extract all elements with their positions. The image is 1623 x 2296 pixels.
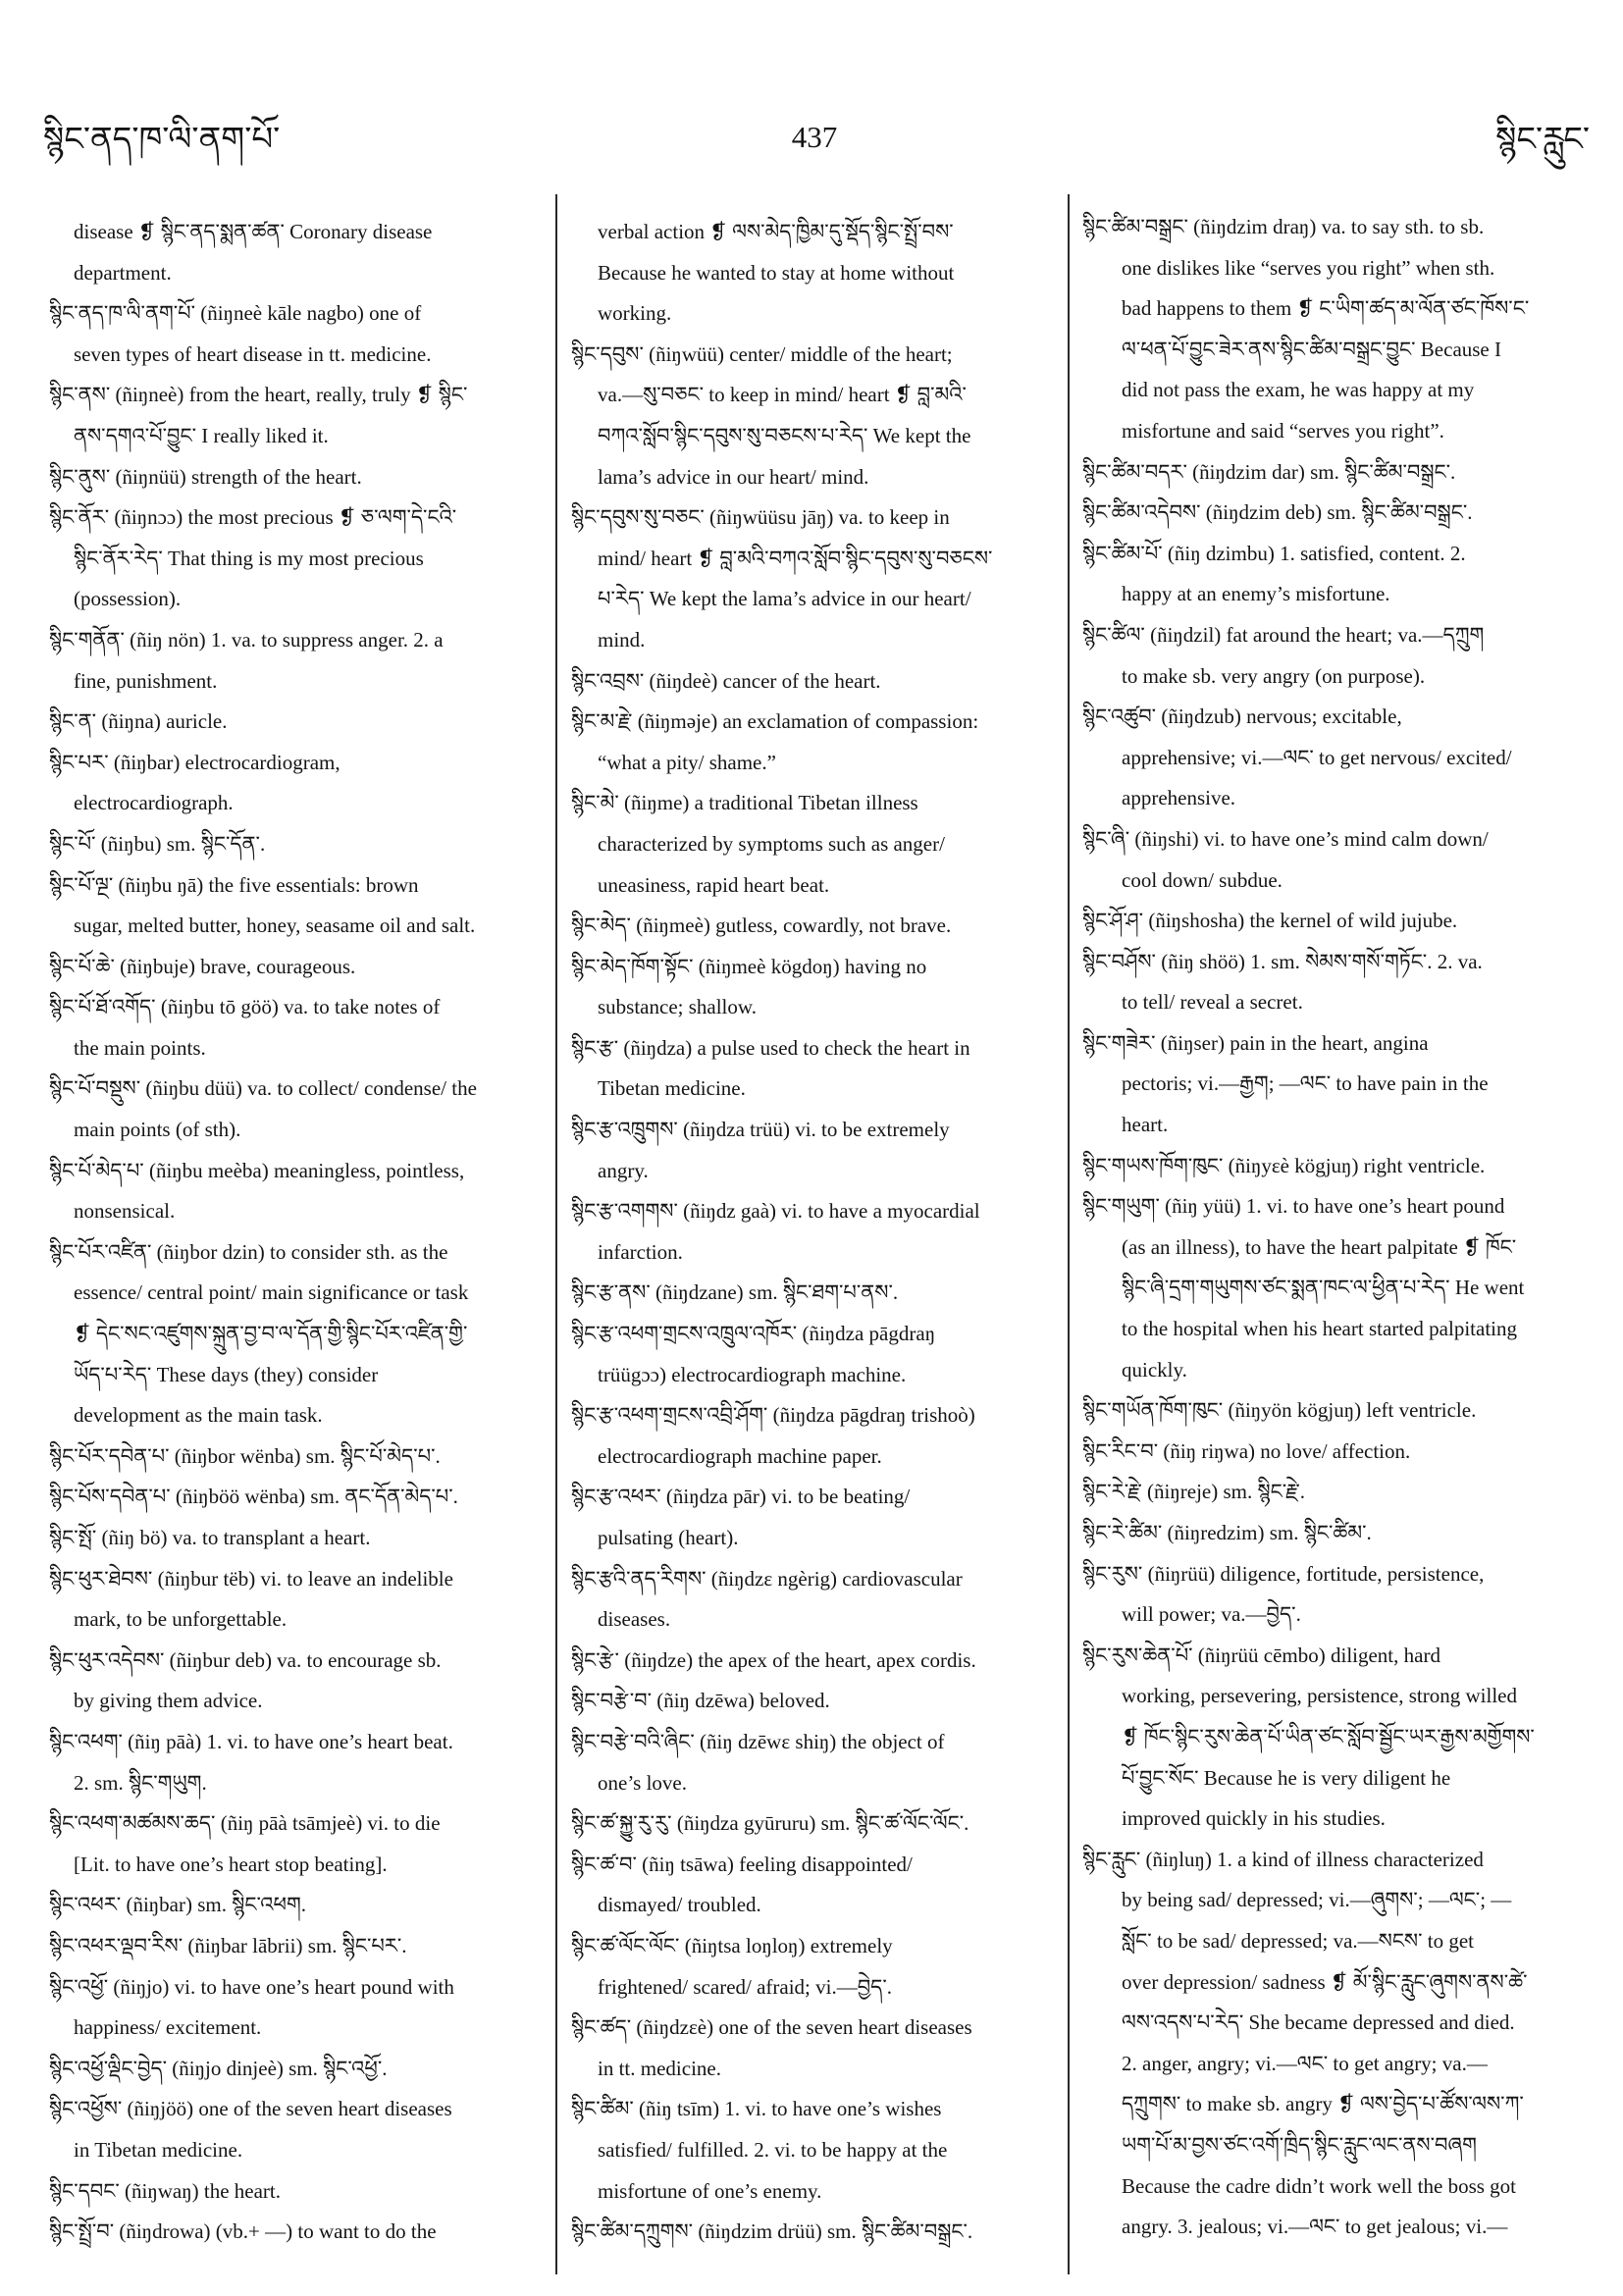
entry-headword-line: སྙིང་པོས་དབེན་པ་ (ñiŋböö wënba) sm. ནང་དོན་མེད་པ་. bbox=[49, 1485, 458, 1509]
entry-headword-line: སྙིང་དབང་ (ñiŋwaŋ) the heart. bbox=[49, 2178, 282, 2203]
entry-continuation-line: diseases. bbox=[598, 1607, 671, 1632]
entry-headword-line: སྙིང་ཚིམ་འདེབས་ (ñiŋdzim deb) sm. སྙིང་ཚིམ་བསྒྲང་. bbox=[1082, 500, 1473, 525]
entry-continuation-line: by giving them advice. bbox=[74, 1689, 263, 1713]
entry-headword-line: སྙིང་ཚིམ་ (ñiŋ tsīm) 1. vi. to have one’s wishes bbox=[571, 2097, 942, 2121]
entry-headword-line: སྙིང་ཞི་ (ñiŋshi) vi. to have one’s mind calm down/ bbox=[1082, 826, 1489, 851]
entry-continuation-line: in tt. medicine. bbox=[598, 2056, 721, 2080]
entry-continuation-line: misfortune of one’s enemy. bbox=[598, 2178, 822, 2203]
entry-headword-line: སྙིང་པོ་ཆེ་ (ñiŋbuje) brave, courageous. bbox=[49, 954, 356, 978]
entry-continuation-line: ❡ དེང་སང་འཛུགས་སྐྲུན་བྱ་བ་ལ་དོན་གྱི་སྙིང་པོར་འཛིན་གྱི་ bbox=[74, 1322, 468, 1346]
dictionary-column-2 bbox=[571, 212, 1062, 2253]
entry-headword-line: སྙིང་རྩེ་ (ñiŋdze) the apex of the heart, apex cordis. bbox=[571, 1647, 976, 1672]
entry-continuation-line: satisfied/ fulfilled. 2. vi. to be happy at the bbox=[598, 2137, 948, 2162]
entry-continuation-line: bad happens to them ❡ ང་ཡིག་ཚད་མ་ལོན་ཙང་ཁོས་ང་ bbox=[1122, 296, 1530, 321]
entry-headword-line: སྙིང་རླུང་ (ñiŋluŋ) 1. a kind of illness characterized bbox=[1082, 1847, 1484, 1871]
entry-headword-line: སྙིང་རིང་བ་ (ñiŋ riŋwa) no love/ affection. bbox=[1082, 1438, 1411, 1463]
entry-headword-line: སྙིང་རུས་ཆེན་པོ་ (ñiŋrüü cēmbo) diligent, hard bbox=[1082, 1643, 1440, 1667]
entry-continuation-line: Because the cadre didn’t work well the boss got bbox=[1122, 2173, 1517, 2198]
entry-headword-line: སྙིང་རྩ་འཕར་ (ñiŋdza pār) vi. to be beating/ bbox=[571, 1485, 911, 1509]
entry-headword-line: སྙིང་ཚིལ་ (ñiŋdzil) fat around the heart; va.—དཀྲུག bbox=[1082, 622, 1485, 647]
entry-headword-line: སྙིང་པོར་དབེན་པ་ (ñiŋbor wënba) sm. སྙིང་པོ་མེད་པ་. bbox=[49, 1443, 441, 1468]
entry-continuation-line: ཡག་པོ་མ་བྱས་ཙང་འགོ་ཁྲིད་སྙིང་རླུང་ལང་ནས་བཞག bbox=[1122, 2132, 1477, 2157]
entry-continuation-line: infarction. bbox=[598, 1239, 683, 1264]
entry-headword-line: སྙིང་ཚིམ་བདར་ (ñiŋdzim dar) sm. སྙིང་ཚིམ་བསྒྲང་. bbox=[1082, 459, 1456, 484]
entry-headword-line: སྙིང་མ་རྗེ་ (ñiŋməje) an exclamation of compassion: bbox=[571, 709, 979, 734]
entry-continuation-line: ❡ ཁོང་སྙིང་རུས་ཆེན་པོ་ཡིན་ཙང་སློབ་སྦྱོང་ཡར་རྒྱས་མགྱོགས་ bbox=[1122, 1724, 1535, 1748]
entry-continuation-line: to tell/ reveal a secret. bbox=[1122, 990, 1303, 1015]
entry-continuation-line: angry. bbox=[598, 1158, 649, 1182]
entry-continuation-line: ནས་དགའ་པོ་བྱུང་ I really liked it. bbox=[74, 423, 329, 447]
entry-headword-line: སྙིང་གཟེར་ (ñiŋser) pain in the heart, angina bbox=[1082, 1030, 1429, 1055]
entry-headword-line: སྙིང་གཡུག་ (ñiŋ yüü) 1. vi. to have one’s heart pound bbox=[1082, 1194, 1505, 1219]
entry-continuation-line: བཀའ་སློབ་སྙིང་དབུས་སུ་བཅངས་པ་རེད་ We kept the bbox=[598, 423, 971, 447]
entry-continuation-line: mind/ heart ❡ བླ་མའི་བཀའ་སློབ་སྙིང་དབུས་སུ་བཅངས་ bbox=[598, 546, 993, 570]
entry-continuation-line: frightened/ scared/ afraid; vi.—བྱེད་. bbox=[598, 1974, 893, 1999]
entry-headword-line: སྙིང་ནུས་ (ñiŋnüü) strength of the heart. bbox=[49, 464, 362, 489]
entry-continuation-line: will power; va.—བྱེད་. bbox=[1122, 1602, 1301, 1627]
entry-headword-line: སྙིང་རེ་ཚིམ་ (ñiŋredzim) sm. སྙིང་ཚིམ་. bbox=[1082, 1521, 1372, 1544]
entry-headword-line: སྙིང་ནས་ (ñiŋneè) from the heart, really, truly ❡ སྙིང་ bbox=[49, 383, 468, 407]
entry-headword-line: སྙིང་འབྲས་ (ñiŋdeè) cancer of the heart. bbox=[571, 668, 881, 693]
entry-headword-line: སྙིང་སྤོ་ (ñiŋ bö) va. to transplant a heart. bbox=[49, 1526, 371, 1549]
entry-headword-line: སྙིང་མེད་ (ñiŋmeè) gutless, cowardly, not brave. bbox=[571, 913, 952, 938]
entry-continuation-line: working. bbox=[598, 301, 672, 326]
entry-continuation-line: development as the main task. bbox=[74, 1403, 323, 1428]
entry-continuation-line: to make sb. very angry (on purpose). bbox=[1122, 663, 1426, 688]
entry-continuation-line: quickly. bbox=[1122, 1357, 1187, 1382]
entry-continuation-line: སྙིང་ཞི་དྲག་གཡུགས་ཙང་སྨན་ཁང་ལ་ཕྱིན་པ་རེད་ He went bbox=[1122, 1276, 1525, 1300]
entry-headword-line: སྙིང་ནོར་ (ñiŋnɔɔ) the most precious ❡ ཅ་ལག་དེ་ངའི་ bbox=[49, 505, 457, 530]
entry-continuation-line: over depression/ sadness ❡ མོ་སྙིང་རླུང་ཞུགས་ནས་ཚེ་ bbox=[1122, 1969, 1528, 1994]
entry-headword-line: སྙིང་གཡས་ཁོག་ཁུང་ (ñiŋyεè kögjuŋ) right ventricle. bbox=[1082, 1153, 1486, 1177]
entry-continuation-line: སློང་ to be sad/ depressed; va.—སངས་ to get bbox=[1122, 1928, 1475, 1953]
entry-continuation-line: happiness/ excitement. bbox=[74, 2015, 262, 2040]
entry-continuation-line: (as an illness), to have the heart palpitate ❡ ཁོང་ bbox=[1122, 1234, 1517, 1259]
entry-continuation-line: the main points. bbox=[74, 1035, 206, 1060]
entry-headword-line: སྙིང་སྤྲོ་བ་ (ñiŋdrowa) (vb.+ —) to want to do the bbox=[49, 2219, 437, 2244]
entry-continuation-line: uneasiness, rapid heart beat. bbox=[598, 872, 830, 897]
entry-headword-line: སྙིང་འཕར་ (ñiŋbar) sm. སྙིང་འཕག. bbox=[49, 1893, 306, 1917]
entry-continuation-line: misfortune and said “serves you right”. bbox=[1122, 418, 1444, 443]
column-divider-1 bbox=[555, 194, 557, 2274]
entry-headword-line: སྙིང་འཕག་ (ñiŋ pāà) 1. vi. to have one’s heart beat. bbox=[49, 1729, 453, 1753]
entry-headword-line: སྙིང་གནོན་ (ñiŋ nön) 1. va. to suppress anger. 2. a bbox=[49, 627, 444, 652]
dictionary-column-1 bbox=[49, 212, 540, 2253]
entry-continuation-line: དཀྲུགས་ to make sb. angry ❡ ལས་བྱེད་པ་ཚོས་ལས་ཀ་ bbox=[1122, 2092, 1524, 2116]
entry-continuation-line: disease ❡ སྙིང་ནད་སྨན་ཚན་ Coronary disease bbox=[74, 220, 433, 243]
entry-continuation-line: to the hospital when his heart started palpitating bbox=[1122, 1317, 1517, 1341]
entry-continuation-line: (possession). bbox=[74, 587, 182, 611]
entry-headword-line: སྙིང་ཚ་བ་ (ñiŋ tsāwa) feeling disappointed/ bbox=[571, 1852, 913, 1876]
entry-headword-line: སྙིང་ཚིམ་དཀྲུགས་ (ñiŋdzim drüü) sm. སྙིང་ཚིམ་བསྒྲང་. bbox=[571, 2219, 973, 2244]
entry-continuation-line: essence/ central point/ main significance or task bbox=[74, 1280, 469, 1305]
entry-continuation-line: 2. anger, angry; vi.—ལང་ to get angry; va.— bbox=[1122, 2051, 1488, 2075]
entry-headword-line: སྙིང་གཡོན་ཁོག་ཁུང་ (ñiŋyön kögjuŋ) left ventricle. bbox=[1082, 1398, 1477, 1423]
entry-continuation-line: “what a pity/ shame.” bbox=[598, 750, 776, 774]
entry-headword-line: སྙིང་འཕག་མཚམས་ཆད་ (ñiŋ pāà tsāmjeè) vi. to die bbox=[49, 1811, 441, 1836]
entry-continuation-line: department. bbox=[74, 260, 172, 285]
entry-headword-line: སྙིང་ཚད་ (ñiŋdzεè) one of the seven heart diseases bbox=[571, 2015, 972, 2040]
entry-continuation-line: Tibetan medicine. bbox=[598, 1076, 746, 1101]
entry-headword-line: སྙིང་འཕྱོ་ (ñiŋjo) vi. to have one’s heart pound with bbox=[49, 1974, 454, 1999]
entry-continuation-line: pulsating (heart). bbox=[598, 1526, 739, 1549]
entry-headword-line: སྙིང་ཚ་སྐྱུ་རུ་རུ་ (ñiŋdza gyūruru) sm. སྙིང་ཚ་ལོང་ལོང་. bbox=[571, 1811, 969, 1836]
entry-headword-line: སྙིང་འཚུབ་ (ñiŋdzub) nervous; excitable, bbox=[1082, 704, 1402, 729]
entry-headword-line: སྙིང་ན་ (ñiŋna) auricle. bbox=[49, 709, 228, 734]
entry-headword-line: སྙིང་རྩ་ནས་ (ñiŋdzane) sm. སྙིང་ཐག་པ་ནས་. bbox=[571, 1280, 899, 1305]
entry-continuation-line: སྙིང་ནོར་རེད་ That thing is my most precious bbox=[74, 546, 424, 570]
entry-headword-line: སྙིང་ནད་ཁ་ལི་ནག་པོ་ (ñiŋneè kāle nagbo) one of bbox=[49, 301, 422, 326]
entry-continuation-line: sugar, melted butter, honey, seasame oil and salt. bbox=[74, 913, 476, 938]
entry-continuation-line: one’s love. bbox=[598, 1770, 687, 1795]
entry-headword-line: སྙིང་རྩ་འཁྲུགས་ (ñiŋdza trüü) vi. to be extremely bbox=[571, 1118, 950, 1142]
entry-continuation-line: characterized by symptoms such as anger/ bbox=[598, 831, 945, 856]
entry-continuation-line: པོ་བྱུང་སོང་ Because he is very diligent he bbox=[1122, 1765, 1451, 1790]
entry-continuation-line: པ་རེད་ We kept the lama’s advice in our heart/ bbox=[598, 587, 971, 611]
entry-headword-line: སྙིང་ཕུར་འདེབས་ (ñiŋbur deb) va. to encourage sb. bbox=[49, 1647, 442, 1672]
entry-headword-line: སྙིང་རྩ་འཕག་གྲངས་འབྲི་ཤོག་ (ñiŋdza pāgdraŋ trishoò) bbox=[571, 1403, 975, 1428]
entry-continuation-line: pectoris; vi.—རྒྱག; —ལང་ to have pain in the bbox=[1122, 1071, 1489, 1096]
entry-headword-line: སྙིང་པོ་ (ñiŋbu) sm. སྙིང་དོན་. bbox=[49, 831, 266, 856]
entry-headword-line: སྙིང་ཕུར་ཐེབས་ (ñiŋbur tëb) vi. to leave an indelible bbox=[49, 1566, 453, 1591]
entry-continuation-line: in Tibetan medicine. bbox=[74, 2137, 243, 2162]
entry-continuation-line: cool down/ subdue. bbox=[1122, 867, 1283, 892]
dictionary-column-3 bbox=[1082, 207, 1593, 2248]
column-divider-2 bbox=[1068, 194, 1070, 2274]
entry-continuation-line: [Lit. to have one’s heart stop beating]. bbox=[74, 1852, 388, 1876]
entry-headword-line: སྙིང་རྩ་འགགས་ (ñiŋdz gaà) vi. to have a myocardial bbox=[571, 1199, 980, 1224]
entry-headword-line: སྙིང་ཚིམ་བསྒྲང་ (ñiŋdzim draŋ) va. to say sth. to sb. bbox=[1082, 215, 1485, 238]
entry-continuation-line: ཡོད་པ་རེད་ These days (they) consider bbox=[74, 1362, 379, 1386]
entry-headword-line: སྙིང་རྩ་ (ñiŋdza) a pulse used to check the heart in bbox=[571, 1035, 970, 1060]
entry-continuation-line: apprehensive; vi.—ལང་ to get nervous/ excited/ bbox=[1122, 745, 1512, 769]
entry-continuation-line: one dislikes like “serves you right” when sth. bbox=[1122, 255, 1495, 280]
entry-headword-line: སྙིང་འཕྱོ་ལྡིང་བྱེད་ (ñiŋjo dinjeè) sm. སྙིང་འཕྱོ་. bbox=[49, 2056, 388, 2080]
entry-continuation-line: 2. sm. སྙིང་གཡུག. bbox=[74, 1770, 207, 1795]
entry-headword-line: སྙིང་འཕྱོས་ (ñiŋjöö) one of the seven heart diseases bbox=[49, 2097, 452, 2121]
entry-headword-line: སྙིང་དབུས་ (ñiŋwüü) center/ middle of the heart; bbox=[571, 341, 953, 366]
entry-continuation-line: seven types of heart disease in tt. medicine. bbox=[74, 341, 432, 366]
entry-continuation-line: trüügɔɔ) electrocardiograph machine. bbox=[598, 1362, 907, 1386]
entry-continuation-line: electrocardiograph machine paper. bbox=[598, 1443, 882, 1468]
entry-headword-line: སྙིང་པར་ (ñiŋbar) electrocardiogram, bbox=[49, 750, 340, 774]
entry-continuation-line: electrocardiograph. bbox=[74, 791, 234, 815]
entry-headword-line: སྙིང་དབུས་སུ་བཅང་ (ñiŋwüüsu jāŋ) va. to keep in bbox=[571, 505, 950, 530]
running-head-right-guide-word: སྙིང་རླུང་ bbox=[1495, 122, 1590, 158]
entry-headword-line: སྙིང་མེད་ཁོག་སྟོང་ (ñiŋmeè kögdoŋ) having no bbox=[571, 954, 927, 978]
entry-headword-line: སྙིང་ཚ་ལོང་ལོང་ (ñiŋtsa loŋloŋ) extremely bbox=[571, 1933, 893, 1957]
entry-headword-line: སྙིང་མེ་ (ñiŋme) a traditional Tibetan illness bbox=[571, 791, 918, 815]
entry-continuation-line: verbal action ❡ ལས་མེད་ཁྱིམ་དུ་སྡོད་སྙིང་སྤྲོ་བས་ bbox=[598, 220, 954, 243]
entry-headword-line: སྙིང་པོ་ལྔ་ (ñiŋbu ŋā) the five essentials: brown bbox=[49, 872, 419, 897]
entry-headword-line: སྙིང་བརྩེ་བ་ (ñiŋ dzēwa) beloved. bbox=[571, 1689, 830, 1713]
entry-continuation-line: fine, punishment. bbox=[74, 668, 218, 693]
entry-continuation-line: heart. bbox=[1122, 1113, 1169, 1137]
entry-continuation-line: ལ་ཕན་པོ་བྱུང་ཟེར་ནས་སྙིང་ཚིམ་བསྒྲང་བྱུང་ Because I bbox=[1122, 337, 1501, 361]
entry-headword-line: སྙིང་པོར་འཛིན་ (ñiŋbor dzin) to consider sth. as the bbox=[49, 1239, 448, 1264]
entry-headword-line: སྙིང་འཕར་ལྡབ་རིས་ (ñiŋbar lābrii) sm. སྙིང་པར་. bbox=[49, 1933, 407, 1957]
entry-headword-line: སྙིང་པོ་མེད་པ་ (ñiŋbu meèba) meaningless, pointless, bbox=[49, 1158, 465, 1182]
entry-headword-line: སྙིང་ཚིམ་པོ་ (ñiŋ dzimbu) 1. satisfied, content. 2. bbox=[1082, 541, 1466, 565]
entry-continuation-line: nonsensical. bbox=[74, 1199, 176, 1224]
entry-continuation-line: by being sad/ depressed; vi.—ཞུགས་; —ལང་; — bbox=[1122, 1888, 1512, 1912]
entry-continuation-line: Because he wanted to stay at home without bbox=[598, 260, 955, 285]
entry-headword-line: སྙིང་ཤོ་ཤ་ (ñiŋshosha) the kernel of wild jujube. bbox=[1082, 909, 1458, 933]
entry-continuation-line: substance; shallow. bbox=[598, 995, 757, 1019]
entry-continuation-line: mind. bbox=[598, 627, 646, 652]
entry-headword-line: སྙིང་རུས་ (ñiŋrüü) diligence, fortitude, persistence, bbox=[1082, 1561, 1485, 1586]
entry-continuation-line: working, persevering, persistence, strong willed bbox=[1122, 1684, 1517, 1708]
entry-continuation-line: dismayed/ troubled. bbox=[598, 1893, 761, 1917]
entry-continuation-line: va.—སུ་བཅང་ to keep in mind/ heart ❡ བླ་མའི་ bbox=[598, 383, 967, 407]
entry-headword-line: སྙིང་བཤོས་ (ñiŋ shöö) 1. sm. སེམས་གསོ་གཏོང་. 2. va. bbox=[1082, 949, 1483, 973]
entry-headword-line: སྙིང་རྩའི་ནད་རིགས་ (ñiŋdzε ngèrig) cardiovascular bbox=[571, 1566, 963, 1591]
entry-headword-line: སྙིང་རེ་རྗེ་ (ñiŋreje) sm. སྙིང་རྗེ་. bbox=[1082, 1480, 1306, 1504]
entry-headword-line: སྙིང་པོ་ཐོ་འགོད་ (ñiŋbu tō göö) va. to take notes of bbox=[49, 995, 441, 1019]
entry-continuation-line: main points (of sth). bbox=[74, 1118, 241, 1142]
page-number: 437 bbox=[791, 120, 838, 154]
entry-headword-line: སྙིང་རྩ་འཕག་གྲངས་འཁྲུལ་འཁོར་ (ñiŋdza pāgdraŋ bbox=[571, 1322, 936, 1346]
entry-continuation-line: apprehensive. bbox=[1122, 786, 1236, 810]
entry-continuation-line: angry. 3. jealous; vi.—ལང་ to get jealous; vi.— bbox=[1122, 2215, 1508, 2239]
entry-continuation-line: ལས་འདས་པ་རེད་ She became depressed and died. bbox=[1122, 2010, 1515, 2035]
entry-headword-line: སྙིང་པོ་བསྡུས་ (ñiŋbu düü) va. to collect/ condense/ the bbox=[49, 1076, 477, 1101]
entry-continuation-line: improved quickly in his studies. bbox=[1122, 1806, 1386, 1831]
entry-continuation-line: mark, to be unforgettable. bbox=[74, 1607, 288, 1632]
entry-continuation-line: lama’s advice in our heart/ mind. bbox=[598, 464, 869, 489]
entry-continuation-line: did not pass the exam, he was happy at my bbox=[1122, 378, 1475, 402]
entry-continuation-line: happy at an enemy’s misfortune. bbox=[1122, 582, 1390, 606]
entry-headword-line: སྙིང་བརྩེ་བའི་ཞིང་ (ñiŋ dzēwε shiŋ) the object of bbox=[571, 1729, 945, 1753]
running-head-left-guide-word: སྙིང་ནད་ཁ་ལི་ནག་པོ་ bbox=[43, 122, 281, 158]
